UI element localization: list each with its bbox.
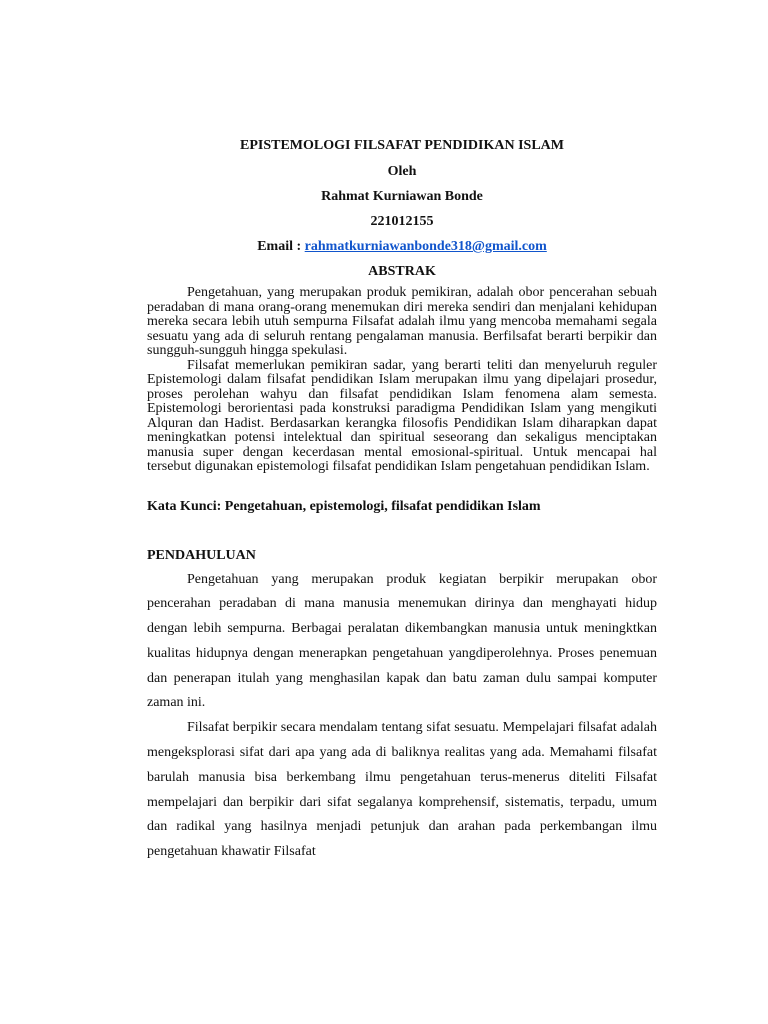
page-content (147, 138, 657, 865)
body-paragraph: Filsafat berpikir secara mendalam tentang sifat sesuatu. Mempelajari filsafat adalah mengeksplorasi sifat dari apa yang ada di baliknya realitas yang ada. Memahami filsafat barulah manusia bisa berkembang ilmu pengetahuan terus-menerus diteliti Filsafat mempelajari dan berpikir dari sifat segalanya komprehensif, sistematis, terpadu, umum dan radikal yang hasilnya menjadi petunjuk dan arahan pada perkembangan ilmu pengetahuan khawatir Filsafat (147, 720, 657, 860)
email-link[interactable]: rahmatkurniawanbonde318@gmail.com (304, 239, 547, 254)
email-line (147, 239, 657, 255)
abstract-heading: ABSTRAK (368, 264, 436, 279)
keywords: Kata Kunci: Pengetahuan, epistemologi, filsafat pendidikan Islam (147, 498, 541, 514)
abstract-section (147, 286, 657, 475)
section-heading-introduction: PENDAHULUAN (147, 547, 256, 563)
author-by-label: Oleh (387, 164, 417, 179)
student-id: 221012155 (370, 214, 434, 229)
author-name: Rahmat Kurniawan Bonde (321, 189, 483, 204)
abstract-paragraph: Filsafat memerlukan pemikiran sadar, yang berarti teliti dan menyeluruh reguler Epistemologi dalam filsafat pendidikan Islam merupakan ilmu yang dipelajari prosedur, proses perolehan wahyu dan filsafat pendidikan Islam fenomena alam semesta. Epistemologi berorientasi pada konstruksi paradigma Pendidikan Islam yang mengikuti Alquran dan Hadist. Berdasarkan kerangka filosofis Pendidikan Islam diharapkan dapat meningkatkan potensi intelektual dan spiritual seseorang dan sekaligus menciptakan manusia super dengan kecerdasan mental emosional-spiritual. Untuk mencapai hal tersebut digunakan epistemologi filsafat pendidikan Islam pengetahuan pendidikan Islam. (147, 357, 657, 474)
body-paragraph: Pengetahuan yang merupakan produk kegiatan berpikir merupakan obor pencerahan peradaban di mana manusia menemukan dirinya dan menghayati hidup dengan lebih sempurna. Berbagai peralatan dikembangkan manusia untuk meningktkan kualitas hidupnya dengan menerapkan pengetahuan yangdiperolehnya. Proses penemuan dan penerapan itulah yang menghasilan kapak dan batu zaman dulu sampai komputer zaman ini. (147, 571, 657, 711)
abstract-paragraph: Pengetahuan, yang merupakan produk pemikiran, adalah obor pencerahan sebuah peradaban di mana orang-orang menemukan diri mereka sendiri dan menjalani kehidupan mereka secara lebih utuh sempurna Filsafat adalah ilmu yang mencoba memahami segala sesuatu yang ada di seluruh rentang pengalaman manusia. Berfilsafat berarti berpikir dan sungguh-sungguh hingga spekulasi. (147, 285, 657, 358)
introduction-section (147, 568, 657, 866)
email-label: Email : (257, 239, 305, 254)
document-title: EPISTEMOLOGI FILSAFAT PENDIDIKAN ISLAM (240, 138, 564, 153)
